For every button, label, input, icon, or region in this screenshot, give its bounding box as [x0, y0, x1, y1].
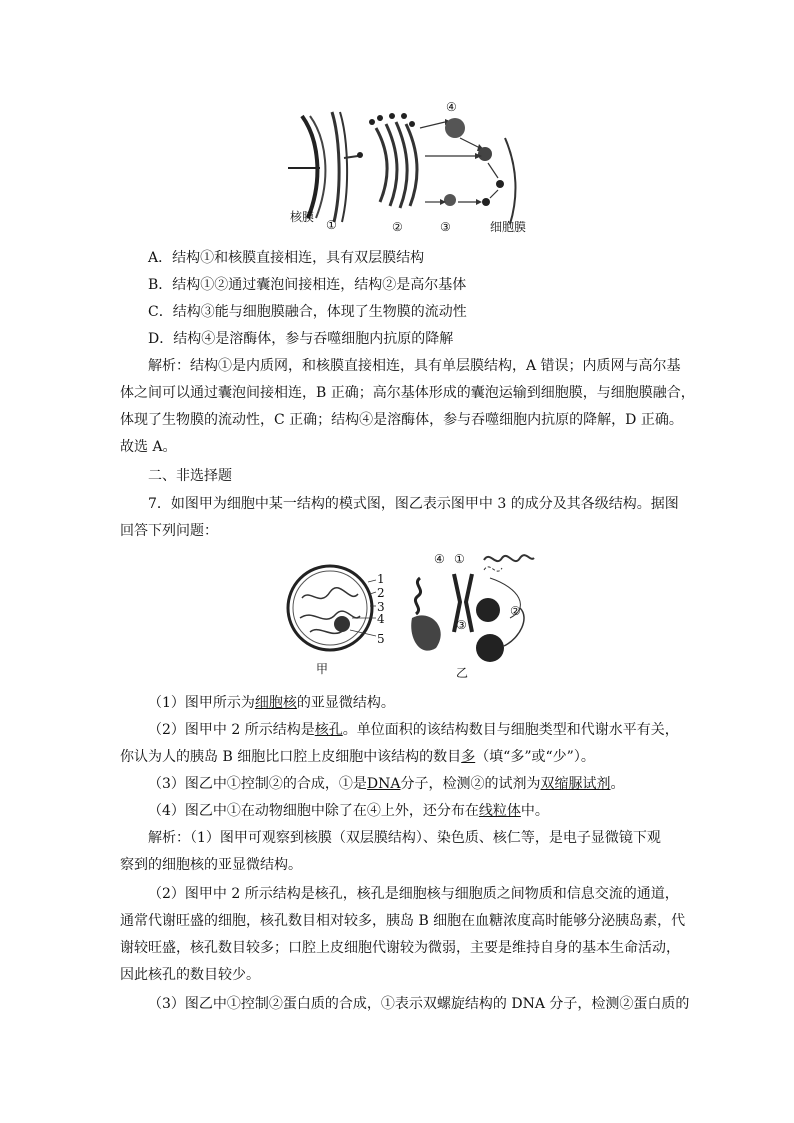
- jia-label: 甲: [316, 662, 329, 676]
- yi-label-3: ③: [456, 618, 467, 632]
- analysis1-line: 解析：结构①是内质网，和核膜直接相连，具有单层膜结构，A 错误；内质网与高尔基: [148, 358, 681, 374]
- answer-text: （3）图乙中①控制②的合成，①是: [148, 776, 367, 792]
- membrane-system-drawing: [280, 98, 530, 238]
- label-structure-1: ①: [326, 218, 337, 232]
- answer-text: 你认为人的胰岛 B 细胞比口腔上皮细胞中该结构的数目: [120, 749, 462, 765]
- answer-text: 分子，检测②的试剂为: [400, 776, 541, 792]
- option-a: A．结构①和核膜直接相连，具有双层膜结构: [148, 250, 425, 266]
- option-c: C．结构③能与细胞膜融合，体现了生物膜的流动性: [148, 304, 467, 320]
- option-d: D．结构④是溶酶体，参与吞噬细胞内抗原的降解: [148, 331, 454, 347]
- answer-text: （填“多”或“少”）。: [475, 749, 595, 765]
- analysis2-line: （2）图甲中 2 所示结构是核孔，核孔是细胞核与细胞质之间物质和信息交流的通道，: [148, 886, 679, 902]
- answer-2b: [120, 747, 680, 767]
- section-title: 二、非选择题: [148, 468, 232, 484]
- nucleus-figure: [280, 548, 540, 680]
- yi-label-2: ②: [510, 604, 521, 618]
- label-structure-3: ③: [440, 220, 451, 234]
- question-7-line: 回答下列问题：: [120, 523, 218, 539]
- nucleus-drawing: [280, 548, 540, 680]
- label-structure-2: ②: [392, 220, 403, 234]
- answer-text: 的亚显微结构。: [296, 695, 395, 711]
- analysis2-line: （3）图乙中①控制②蛋白质的合成，①表示双螺旋结构的 DNA 分子，检测②蛋白质的: [148, 996, 690, 1012]
- answer-text: 中。: [520, 803, 549, 819]
- answer-text: （4）图乙中①在动物细胞中除了在④上外，还分布在: [148, 803, 479, 819]
- jia-number: 4: [377, 612, 385, 626]
- answer-fill: 核孔: [314, 722, 343, 738]
- answer-fill: DNA: [366, 776, 401, 792]
- analysis2-line: 察到的细胞核的亚显微结构。: [120, 857, 302, 873]
- answer-1: [148, 693, 680, 713]
- answer-2: [148, 720, 680, 740]
- analysis1-line: 故选 A。: [120, 439, 177, 455]
- answer-fill: 细胞核: [254, 695, 297, 711]
- label-nuclear-membrane: 核膜: [290, 210, 315, 224]
- answer-text: （1）图甲所示为: [148, 695, 255, 711]
- answer-3: [148, 774, 680, 794]
- yi-label-1: ①: [454, 552, 465, 566]
- answer-fill: 线粒体: [478, 803, 521, 819]
- answer-fill: 多: [461, 749, 476, 765]
- answer-text: 。: [610, 776, 625, 792]
- answer-text: 。单位面积的该结构数目与细胞类型和代谢水平有关，: [342, 722, 679, 738]
- question-7-line: 7．如图甲为细胞中某一结构的模式图，图乙表示图甲中 3 的成分及其各级结构。据图: [148, 496, 679, 512]
- jia-number: 2: [377, 586, 385, 600]
- analysis1-line: 体现了生物膜的流动性，C 正确；结构④是溶酶体，参与吞噬细胞内抗原的降解，D 正确。: [120, 412, 683, 428]
- membrane-system-figure: [280, 98, 530, 238]
- analysis2-line: 谢较旺盛，核孔数目较多；口腔上皮细胞代谢较为微弱，主要是维持自身的基本生命活动，: [120, 940, 680, 956]
- answer-text: （2）图甲中 2 所示结构是: [148, 722, 315, 738]
- label-cell-membrane: 细胞膜: [490, 220, 527, 234]
- answer-fill: 双缩脲试剂: [540, 776, 611, 792]
- yi-label-4: ④: [434, 552, 445, 566]
- jia-number: 5: [377, 632, 385, 646]
- analysis2-line: 解析：（1）图甲可观察到核膜（双层膜结构）、染色质、核仁等，是电子显微镜下观: [148, 830, 661, 846]
- analysis2-line: 因此核孔的数目较少。: [120, 967, 260, 983]
- jia-number: 1: [377, 572, 385, 586]
- label-structure-4: ④: [446, 100, 457, 114]
- analysis2-line: 通常代谢旺盛的细胞，核孔数目相对较多，胰岛 B 细胞在血糖浓度高时能够分泌胰岛素，代: [120, 913, 686, 929]
- analysis1-line: 体之间可以通过囊泡间接相连，B 正确；高尔基体形成的囊泡运输到细胞膜，与细胞膜融合，: [120, 385, 695, 401]
- option-b: B．结构①②通过囊泡间接相连，结构②是高尔基体: [148, 277, 467, 293]
- yi-label: 乙: [456, 666, 469, 680]
- answer-4: [148, 801, 680, 821]
- jia-number: 3: [377, 600, 385, 614]
